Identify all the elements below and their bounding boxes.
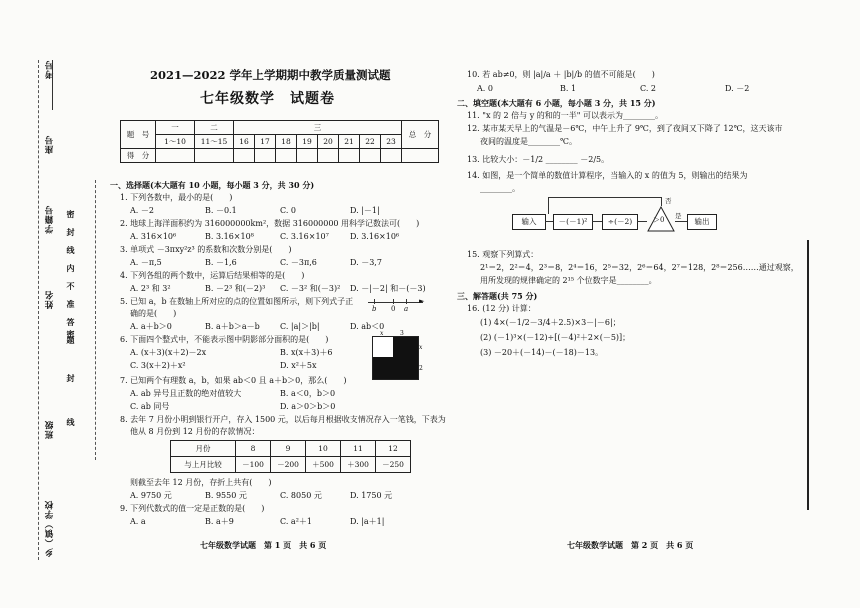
score-cell[interactable] <box>381 149 402 163</box>
q13-stem: 13. 比较大小：－1/2 ________ －2/5。 <box>467 155 610 164</box>
q8-stem-cont: 他从 8 月份到 12 月份的存款情况： <box>130 427 260 436</box>
flow-yes-label: 是 <box>675 212 682 220</box>
page-2-footer: 七年级数学试题 第 2 页 共 6 页 <box>567 540 694 550</box>
q16-part-2: (2) (－1)³×(－12)÷[(－4)²＋2×(－5)]； <box>480 333 631 342</box>
q11-stem: 11. "x 的 2 倍与 y 的和的一半" 可以表示为________。 <box>467 111 664 120</box>
deposit-table-header: 月份 <box>171 441 236 457</box>
q4-option[interactable]: A. 2³ 和 3² <box>130 284 171 293</box>
q1-option[interactable]: B. －0.1 <box>205 206 237 215</box>
q3-option[interactable]: C. －3π,6 <box>280 258 317 267</box>
q10-option[interactable]: C. 2 <box>640 84 657 93</box>
deposit-table-row-label: 与上月比较 <box>171 457 236 473</box>
name-label: 姓名 <box>45 290 55 309</box>
q12-stem: 12. 某市某天早上的气温是－6℃，中午上升了 9℃，到了夜间又下降了 12℃，这天该市 <box>467 124 783 133</box>
score-total-label: 总 分 <box>402 121 439 149</box>
q9-stem: 9. 下列代数式的值一定是正数的是( ) <box>120 504 265 513</box>
area-figure <box>372 336 419 380</box>
q15-stem: 15. 观察下列算式： <box>467 250 539 259</box>
flow-step-box: ÷(－2) <box>602 214 638 230</box>
q5-stem: 5. 已知 a，b 在数轴上所对应的点的位置如图所示，则下列式子正 <box>120 297 354 306</box>
q4-stem: 4. 下列各组的两个数中，运算后结果相等的是( ) <box>120 271 305 280</box>
q2-option[interactable]: C. 3.16×10⁷ <box>280 232 329 241</box>
q5-option[interactable]: B. a＋b＞a－b <box>205 322 260 331</box>
q1-option[interactable]: C. 0 <box>280 206 297 215</box>
score-header-label: 题 号 <box>121 121 156 149</box>
score-cell[interactable] <box>195 149 234 163</box>
q7-option[interactable]: A. ab 异号且正数的绝对值较大 <box>130 389 242 398</box>
q7-option[interactable]: C. ab 同号 <box>130 402 170 411</box>
q4-option[interactable]: C. －3² 和(－3)² <box>280 284 341 293</box>
q2-option[interactable]: A. 316×10⁶ <box>130 232 177 241</box>
q16-part-3: (3) －20＋(－14)－(－18)－13。 <box>480 348 604 357</box>
q3-stem: 3. 单项式 －3πxy²z³ 的系数和次数分别是( ) <box>120 245 292 254</box>
binding-inner-line <box>95 180 96 460</box>
section-3-heading: 三、解答题(共 75 分) <box>457 291 538 301</box>
area-figure-shaded <box>373 357 393 379</box>
q3-option[interactable]: B. －1,6 <box>205 258 237 267</box>
score-cell[interactable] <box>234 149 255 163</box>
scan-edge-mark <box>807 240 809 510</box>
q16-stem: 16. (12 分) 计算： <box>467 304 536 313</box>
flow-output-box: 输出 <box>687 214 717 230</box>
q9-option[interactable]: C. a²＋1 <box>280 517 312 526</box>
q15-stem-end: 用所发现的规律确定的 2¹⁵ 个位数字是________。 <box>480 276 657 285</box>
q6-option[interactable]: A. (x＋3)(x＋2)－2x <box>130 348 207 357</box>
student-no-label: 学籍号 <box>45 205 55 234</box>
binding-line-label: 密 封 线 <box>66 330 76 440</box>
q14-stem: 14. 如图，是一个简单的数值计算程序，当输入的 x 的值为 5，则输出的结果为 <box>467 171 748 180</box>
q6-option[interactable]: C. 3(x＋2)＋x² <box>130 361 186 370</box>
number-line-label: b <box>372 305 377 313</box>
q6-stem: 6. 下面四个整式中，不能表示图中阴影部分面积的是( ) <box>120 335 329 344</box>
flow-input-box: 输入 <box>512 214 546 230</box>
q12-stem-cont: 夜间的温度是________℃。 <box>480 137 577 146</box>
score-cell[interactable] <box>297 149 318 163</box>
q16-part-1: (1) 4×(－1/2－3/4＋2.5)×3－|－6|； <box>480 318 621 327</box>
q4-option[interactable]: D. －|－2| 和－(－3) <box>350 284 426 293</box>
score-cell[interactable] <box>402 149 439 163</box>
q3-option[interactable]: D. －3,7 <box>350 258 382 267</box>
flow-decision-label: ＞0 <box>653 216 665 224</box>
score-cell[interactable] <box>156 149 195 163</box>
q10-option[interactable]: A. 0 <box>477 84 493 93</box>
q2-stem: 2. 地球上海洋面积约为 316000000km²，数据 316000000 用科学记数法可( ) <box>120 219 420 228</box>
q15-sequence: 2¹＝2，2²＝4，2³＝8，2⁴＝16，2⁵＝32，2⁶＝64，2⁷＝128，2⁸＝256……通过观察， <box>480 263 799 272</box>
q8-stem-end: 则截至去年 12 月份，存折上共有( ) <box>130 478 272 487</box>
q7-option[interactable]: B. a＜0，b＞0 <box>280 389 336 398</box>
q9-option[interactable]: D. |a＋1| <box>350 517 385 526</box>
exam-title: 2021—2022 学年上学期期中教学质量测试题 <box>150 68 391 82</box>
q5-stem-cont: 确的是( ) <box>130 309 177 318</box>
q4-option[interactable]: B. －2³ 和(－2)³ <box>205 284 266 293</box>
number-line <box>368 302 423 303</box>
q10-stem: 10. 若 ab≠0，则 |a|/a ＋ |b|/b 的值不可能是( ) <box>467 70 655 79</box>
section-1-heading: 一、选择题(本大题有 10 小题，每小题 3 分，共 30 分) <box>110 180 315 190</box>
score-cell[interactable] <box>255 149 276 163</box>
q7-stem: 7. 已知两个有理数 a，b，如果 ab＜0 且 a＋b＞0，那么( ) <box>120 376 347 385</box>
exam-no-label: 考号 <box>45 60 55 79</box>
score-cell[interactable] <box>360 149 381 163</box>
q14-stem-cont: ________。 <box>480 184 520 193</box>
q10-option[interactable]: B. 1 <box>560 84 577 93</box>
q3-option[interactable]: A. －π,5 <box>130 258 162 267</box>
q9-option[interactable]: A. a <box>130 517 146 526</box>
deposit-table: 月份 8 9 10 11 12 与上月比较 －100 －200 ＋500 ＋300 －250 <box>170 440 411 473</box>
q5-option[interactable]: A. a＋b＞0 <box>130 322 172 331</box>
q6-option[interactable]: D. x²＋5x <box>280 361 317 370</box>
q9-option[interactable]: B. a＋9 <box>205 517 234 526</box>
q8-option[interactable]: A. 9750 元 <box>130 491 172 500</box>
score-table: 题 号 一 二 三 总 分 1～10 11～15 16 17 18 19 20 21 22 23 得 分 <box>120 120 439 163</box>
class-label: 班级 <box>45 420 55 439</box>
section-2-heading: 二、填空题(本大题有 6 小题，每小题 3 分，共 15 分) <box>457 98 656 108</box>
q1-option[interactable]: D. |－1| <box>350 206 380 215</box>
exam-subtitle: 七年级数学 试题卷 <box>200 91 335 107</box>
page-1-footer: 七年级数学试题 第 1 页 共 6 页 <box>200 540 327 550</box>
score-cell[interactable] <box>276 149 297 163</box>
q2-option[interactable]: D. 3.16×10⁶ <box>350 232 400 241</box>
number-line-label: a <box>404 305 409 313</box>
q7-option[interactable]: D. a＞0＞b＞0 <box>280 402 336 411</box>
q2-option[interactable]: B. 3.16×10⁸ <box>205 232 254 241</box>
school-label: 乡（镇）学校 <box>45 500 55 557</box>
q6-option[interactable]: B. x(x＋3)＋6 <box>280 348 333 357</box>
score-cell[interactable] <box>339 149 360 163</box>
q1-stem: 1. 下列各数中，最小的是( ) <box>120 193 233 202</box>
flow-step-box: －(－1)² <box>553 214 593 230</box>
score-row-label: 得 分 <box>121 149 156 163</box>
q5-option[interactable]: C. |a|＞|b| <box>280 322 320 331</box>
seat-no-label: 座号 <box>45 135 55 154</box>
q8-option[interactable]: C. 8050 元 <box>280 491 322 500</box>
q8-option[interactable]: D. 1750 元 <box>350 491 393 500</box>
q8-stem: 8. 去年 7 月份小明到银行开户，存入 1500 元，以后每月根据收支情况存入一笔钱，下表为 <box>120 415 446 424</box>
q1-option[interactable]: A. －2 <box>130 206 154 215</box>
q5-option[interactable]: D. ab＜0 <box>350 322 385 331</box>
binding-dashed-line <box>38 60 39 560</box>
area-figure-shaded <box>393 337 418 379</box>
binding-warning: 密封线内不准答题 <box>66 210 76 354</box>
flow-no-label: 否 <box>665 197 672 205</box>
q8-option[interactable]: B. 9550 元 <box>205 491 247 500</box>
q10-option[interactable]: D. －2 <box>725 84 750 93</box>
score-cell[interactable] <box>318 149 339 163</box>
exam-sheet: 考号 座号 学籍号 姓名 班级 乡（镇）学校 密封线内不准答题 密 封 线 2021—2022 学年上学期期中教学质量测试题 七年级数学 试题卷 题 号 一 二 三 总 分 1～10 11～15 16 17 18 19 20 21 22 23 得 分 一、选择题(本大题有 10 小题，每小题 3 分，共 30 分) 1. 下列各数中，最小的是( ) A. －2 B. －0.1 C. 0 D. |－1| 2. 地球上海洋面积约为 316000000km²，数据 316000000 用科学记数法可( ) A. 316×10⁶ B. 3.16×10⁸ C. 3.16×10⁷ D. 3.16×10⁶ 3. 单项式 －3πxy²z³ 的系数和次数分别是( ) A. －π,5 B. －1,6 C. －3π,6 D. －3,7 4. 下列各组的两个数中，运算后结果相等的是( ) A. 2³ 和 3² B. －2³ 和(－2)³ C. －3² 和(－3)² D. －|－2| 和－(－3) 5. 已知 a，b 在数轴上所对应的点的位置如图所示，则下列式子正 确的是( ) ► b 0 a A. a＋b＞0 B. a＋b＞a－b C. |a|＞|b| D. ab＜0 6. 下面四个整式中，不能表示图中阴影部分面积的是( ) x 3 x 2 A. (x＋3)(x＋2)－2x B. x(x＋3)＋6 C. 3(x＋2)＋x² D. x²＋5x 7. 已知两个有理数 a，b，如果 ab＜0 且 a＋b＞0，那么( ) A. ab 异号且正数的绝对值较大 B. a＜0，b＞0 C. ab 同号 D. a＞0＞b＞0 8. 去年 7 月份小明到银行开户，存入 1500 元，以后每月根据收支情况存入一笔钱，下表为 他从 8 月份到 12 月份的存款情况： 月份 8 9 10 11 12 与上月比较 －100 －200 ＋500 ＋300 －250 则截至去年 12 月份，存折上共有( ) A. 9750 元 B. 9550 元 C. 8050 元 D. 1750 元 9. 下列代数式的值一定是正数的是( ) A. a B. a＋9 C. a²＋1 D. |a＋1| 七年级数学试题 第 1 页 共 6 页 10. 若 ab≠0，则 |a|/a ＋ |b|/b 的值不可能是( ) A. 0 B. 1 C. 2 D. －2 二、填空题(本大题有 6 小题，每小题 3 分，共 15 分) 11. "x 的 2 倍与 y 的和的一半" 可以表示为________。 12. 某市某天早上的气温是－6℃，中午上升了 9℃，到了夜间又下降了 12℃，这天该市 夜间的温度是________℃。 13. 比较大小：－1/2 ________ －2/5。 14. 如图，是一个简单的数值计算程序，当输入的 x 的值为 5，则输出的结果为 ________。 输入 －(－1)² ÷(－2) ＞0 是 输出 否 15. 观察下列算式： 2¹＝2，2²＝4，2³＝8，2⁴＝16，2⁵＝32，2⁶＝64，2⁷＝128，2⁸＝256……通过观察， 用所发现的规律确定的 2¹⁵ 个位数字是________。 三、解答题(共 75 分) 16. (12 分) 计算： (1) 4×(－1/2－3/4＋2.5)×3－|－6|； (2) (－1)³×(－12)÷[(－4)²＋2×(－5)]； (3) －20＋(－14)－(－18)－13。 七年级数学试题 第 2 页 共 6 页 <box>0 0 860 608</box>
number-line-arrow-icon: ► <box>419 297 425 305</box>
number-line-label: 0 <box>391 305 396 313</box>
